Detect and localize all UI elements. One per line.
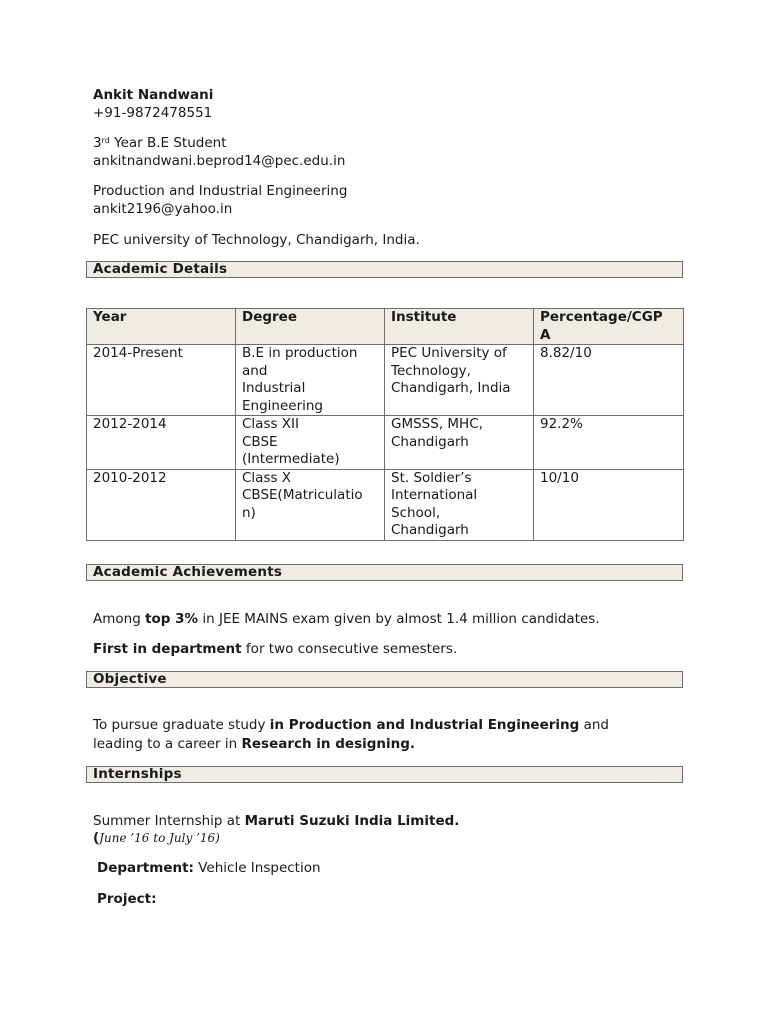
objective-text: leading to a career in bbox=[93, 736, 242, 752]
achievement-highlight: top 3% bbox=[145, 611, 199, 627]
internship-project-label: Project: bbox=[97, 891, 157, 907]
academic-table bbox=[86, 308, 684, 541]
college-email: ankitnandwani.beprod14@pec.edu.in bbox=[93, 153, 346, 169]
table-cell-degree: Class X CBSE(Matriculatio n) bbox=[236, 469, 385, 540]
phone-number: +91-9872478551 bbox=[93, 105, 213, 121]
section-internships bbox=[86, 766, 683, 783]
study-year-suffix: rd bbox=[101, 136, 110, 145]
objective-text: and bbox=[579, 717, 610, 733]
table-cell-institute: PEC University of Technology, Chandigarh, India bbox=[385, 345, 534, 416]
study-year bbox=[93, 134, 227, 152]
table-cell-percentage: 8.82/10 bbox=[534, 345, 684, 416]
table-row bbox=[87, 416, 684, 470]
table-header-degree: Degree bbox=[236, 309, 385, 345]
table-cell-year: 2010-2012 bbox=[87, 469, 236, 540]
achievement-highlight: First in department bbox=[93, 641, 242, 657]
achievement-text: for two consecutive semesters. bbox=[241, 641, 458, 657]
achievement-jee bbox=[93, 610, 600, 628]
section-title: Academic Achievements bbox=[93, 564, 283, 580]
objective-text: To pursue graduate study bbox=[93, 717, 270, 733]
department-value: Vehicle Inspection bbox=[193, 860, 321, 876]
table-header-percentage: Percentage/CGP A bbox=[534, 309, 684, 345]
objective-line-1 bbox=[93, 716, 609, 734]
internship-company: Maruti Suzuki India Limited. bbox=[244, 813, 460, 829]
internship-text: Summer Internship at bbox=[93, 813, 245, 829]
internship-department bbox=[97, 859, 321, 877]
section-title: Objective bbox=[93, 671, 167, 687]
achievement-text: in JEE MAINS exam given by almost 1.4 million candidates. bbox=[198, 611, 600, 627]
table-header-institute: Institute bbox=[385, 309, 534, 345]
internship-dates-text: June ’16 to July ’16) bbox=[99, 831, 220, 845]
table-header-row bbox=[87, 309, 684, 345]
table-cell-percentage: 10/10 bbox=[534, 469, 684, 540]
table-cell-institute: GMSSS, MHC, Chandigarh bbox=[385, 416, 534, 470]
internship-dates bbox=[93, 829, 220, 847]
objective-highlight: Research in designing. bbox=[241, 736, 416, 752]
objective-highlight: in Production and Industrial Engineering bbox=[269, 717, 580, 733]
table-cell-year: 2012-2014 bbox=[87, 416, 236, 470]
department-label: Department: bbox=[97, 860, 194, 876]
table-cell-degree: B.E in production and Industrial Engineering bbox=[236, 345, 385, 416]
objective-line-2 bbox=[93, 735, 415, 753]
internship-line bbox=[93, 812, 459, 830]
study-year-number: 3 bbox=[93, 135, 102, 151]
table-cell-percentage: 92.2% bbox=[534, 416, 684, 470]
achievement-text: Among bbox=[93, 611, 146, 627]
table-header-year: Year bbox=[87, 309, 236, 345]
study-year-text: Year B.E Student bbox=[109, 135, 227, 151]
achievement-department bbox=[93, 640, 457, 658]
internship-dates-paren: ( bbox=[93, 830, 100, 846]
section-title: Internships bbox=[93, 766, 182, 782]
section-academic-details bbox=[86, 261, 683, 278]
table-cell-institute: St. Soldier’s International School, Chandigarh bbox=[385, 469, 534, 540]
section-title: Academic Details bbox=[93, 261, 228, 277]
section-academic-achievements bbox=[86, 564, 683, 581]
table-cell-year: 2014-Present bbox=[87, 345, 236, 416]
personal-email: ankit2196@yahoo.in bbox=[93, 201, 233, 217]
university: PEC university of Technology, Chandigarh, India. bbox=[93, 232, 420, 248]
table-cell-degree: Class XII CBSE (Intermediate) bbox=[236, 416, 385, 470]
table-row bbox=[87, 469, 684, 540]
candidate-name: Ankit Nandwani bbox=[93, 87, 214, 103]
table-row bbox=[87, 345, 684, 416]
section-objective bbox=[86, 671, 683, 688]
branch: Production and Industrial Engineering bbox=[93, 183, 348, 199]
